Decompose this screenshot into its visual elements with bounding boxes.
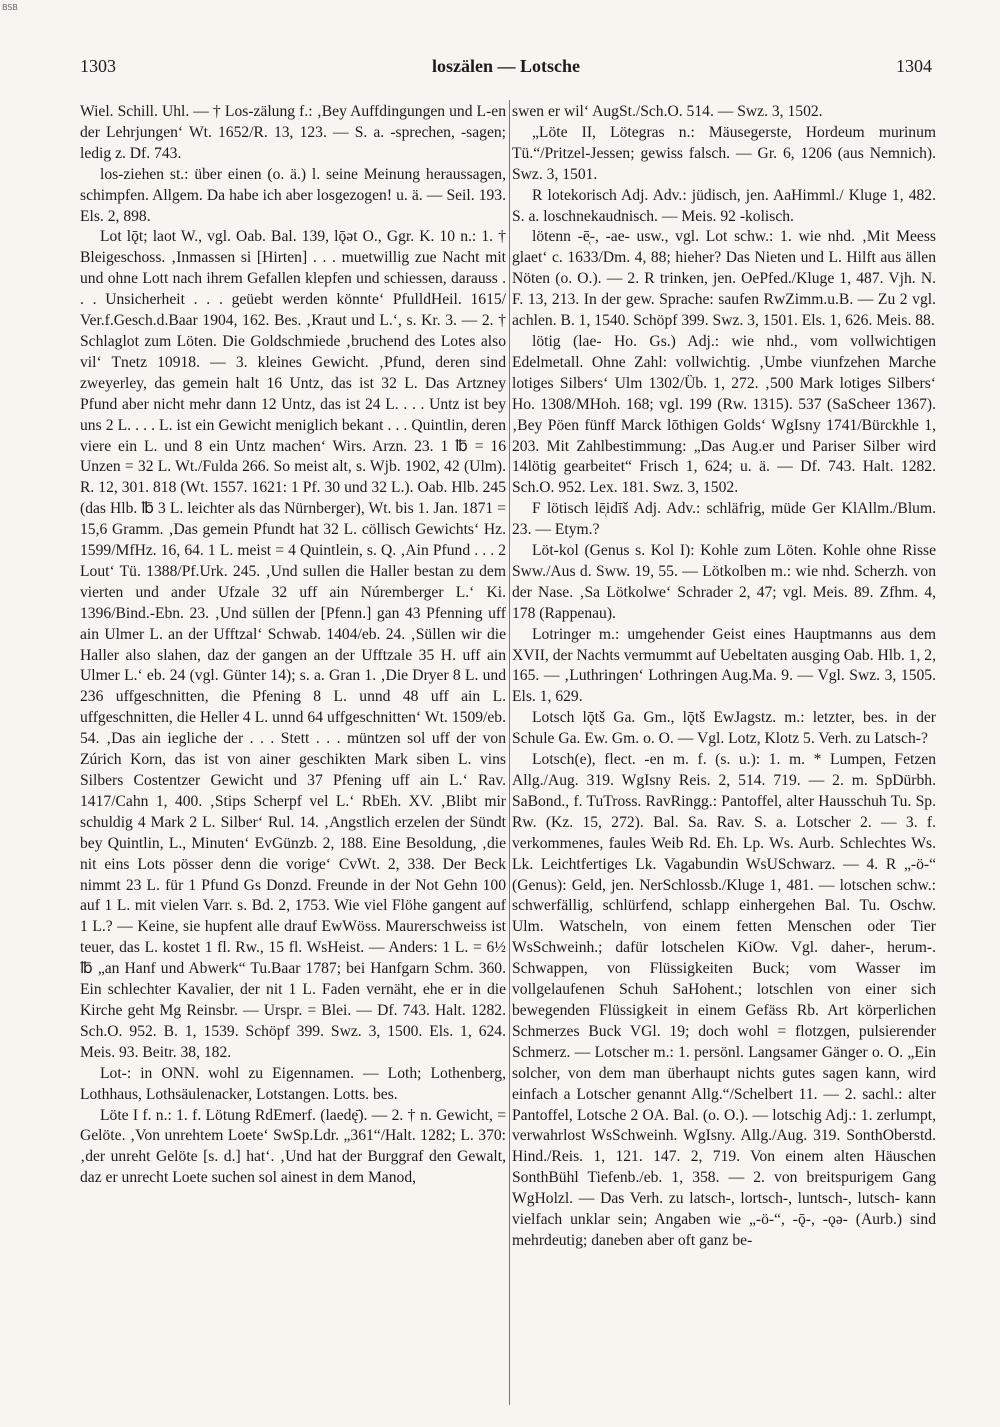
entry-paragraph: Löt-kol (Genus s. Kol I): Kohle zum Löten. Kohle ohne Risse Sww./Aus d. Sww. 19, 55. — Lötkolben m.: wie nhd. Scherzh. von der Nase. ‚Sa Lötkolwe‘ Schrader 2, 47; vgl. Meis. 89. Zfhm. 4, 178 (Rappenau). — [512, 542, 936, 622]
page-number-right: 1304 — [896, 56, 932, 76]
right-column — [512, 102, 936, 1422]
entry-paragraph: Lotsch lǭtš Ga. Gm., lǭtš EwJagstz. m.: letzter, bes. in der Schule Ga. Ew. Gm. o. O. — Vgl. Lotz, Klotz 5. Verh. zu Latsch-? — [512, 709, 936, 748]
entry-paragraph: lötenn -ē̜-, -ae- usw., vgl. Lot schw.: 1. wie nhd. ‚Mit Meess glaet‘ c. 1633/Dm. 4, 88; hieher? Das Nieten und L. Hilft aus ällen Nöten (o. O.). — 2. R trinken, jen. OePfed./Kluge 1, 487. Vjh. N. F. 13, 213. In der gew. Sprache: saufen RwZimm.u.B. — Zu 2 vgl. achlen. B. 1, 1540. Schöpf 399. Swz. 3, 1501. Els. 1, 626. Meis. 88. — [512, 228, 936, 330]
page-number-left: 1303 — [80, 56, 116, 76]
page-header — [80, 56, 932, 80]
entry-paragraph: R lotekorisch Adj. Adv.: jüdisch, jen. AaHimml./ Kluge 1, 482. S. a. loschnekaudnisch. — Meis. 92 -kolisch. — [512, 186, 936, 225]
entry-paragraph: swen er wil‘ AugSt./Sch.O. 514. — Swz. 3, 1502. — [512, 103, 823, 120]
entry-paragraph: lötig (lae- Ho. Gs.) Adj.: wie nhd., vom vollwichtigen Edelmetall. Ohne Zahl: vollwichtig. ‚Umbe viunfzehen Marche lotiges Silbers‘ Ulm 1302/Üb. 1, 272. ‚500 Mark lotiges Silbers‘ Ho. 1308/MHoh. 168; vgl. 199 (Rw. 1315). 537 (SaScheer 1367). ‚Bey Pöen fünff Marck lōthigen Golds‘ WgIsny 1741/Bürckhle 1, 203. Mit Zahlbestimmung: „Das Aug.er und Pariser Silber wird 14lötig gearbeitet“ Frisch 1, 624; u. ä. — Df. 743. Halt. 1282. Sch.O. 952. Lex. 181. Swz. 3, 1502. — [512, 332, 936, 497]
entry-paragraph: Löte I f. n.: 1. f. Lötung RdEmerf. (laedę̄). — 2. † n. Gewicht, = Gelöte. ‚Von unrehtem Loete‘ SwSp.Ldr. „361“/Halt. 1282; L. 370: ‚der unreht Gelöte [s. d.] hat‘. ‚Und hat der Burggraf den Gewalt, daz er unrecht Loete suchen sol ainest in dem Manod, — [80, 1106, 506, 1187]
column-divider — [509, 100, 510, 1405]
library-stamp: BSB — [2, 3, 18, 12]
entry-paragraph: Lotsch(e), flect. -en m. f. (s. u.): 1. m. * Lumpen, Fetzen Allg./Aug. 319. WgIsny Reis. 2, 514. 719. — 2. m. SpDürbh. SaBond., f. TuTross. RavRingg.: Pantoffel, alter Hausschuh Tu. Sp. Rw. (Kz. 15, 272). Bal. Sa. Rav. S. a. Lotscher 2. — 3. f. verkommenes, faules Weib Rd. Eh. Lp. Ws. Aurb. Schlechtes Ws. Lk. Leichtfertiges Lk. Vagabundin WsUSchwarz. — 4. R „-ö-“ (Genus): Geld, jen. NerSchlossb./Kluge 1, 481. — lotschen schw.: schwerfällig, schlürfend, schlapp einhergehen Bal. Tu. Oschw. Ulm. Watscheln, von einem fetten Menschen oder Tier WsSchweinh.; dafür lotschelen KiOw. Vgl. daher-, herum-. Schwappen, von Flüssigkeiten Buck; vom Wasser im vollgelaufenen Schuh SaHohent.; lotschlen von einer sich bewegenden Flüssigkeit in einem Gefäss Rb. Art körperlichen Schmerzes Buck VGl. 19; doch wohl = flotzgen, pulsierender Schmerz. — Lotscher m.: 1. persönl. Langsamer Gänger o. O. „Ein solcher, von dem man überhaupt nichts gutes sagen kann, wird einfach a Lotscher genannt Allg.“/Schelbert 11. — 2. sachl.: alter Pantoffel, Lotsche 2 OA. Bal. (o. O.). — lotschig Adj.: 1. zerlumpt, verwahrlost WsSchweinh. WgIsny. Allg./Aug. 319. SonthOberstd. Hind./Reis. 1, 121. 147. 2, 719. Von einem alten Häuschen SonthBühl Tiefenb./eb. 1, 358. — 2. von breitspurigem Gang WgHolzl. — Das Verh. zu latsch-, lortsch-, luntsch-, lutsch- kann vielfach unklar sein; Angaben wie „-ö-“, -ǭ-, -ǫǝ- (Aurb.) sind mehrdeutig; daneben aber oft ganz be- — [512, 751, 936, 1249]
entry-paragraph: F lötisch lē̜idīš Adj. Adv.: schläfrig, müde Ger KlAllm./Blum. 23. — Etym.? — [512, 500, 936, 539]
entry-paragraph: Lot lǭt; laot W., vgl. Oab. Bal. 139, lǭǝt O., Ggr. K. 10 n.: 1. † Bleigeschoss. ‚Inmassen si [Hirten] . . . muetwillig zue Nacht mit und ohne Lott nach ihrem Gefallen klepfen und schiessen, darauss . . . Unsicherheit . . . geüebt werden könnte‘ PfulldHeil. 1615/ Ver.f.Gesch.d.Baar 1904, 162. Bes. ‚Kraut und L.‘, s. Kr. 3. — 2. † Schlaglot zum Löten. Die Goldschmiede ‚bruchend des Lotes also vil‘ Tnetz 10918. — 3. kleines Gewicht. ‚Pfund, deren sind zweyerley, das gemein halt 16 Untz, das ist 32 L. Das Artzney Pfund aber nicht mehr dann 12 Untz, das ist 24 L. . . . Untz ist bey uns 2 L. . . . L. ist ein Gewicht meniglich bekant . . . Quintlin, deren viere ein L. und 8 ein Untz machen‘ Wirs. Arzn. 23. 1 ℔ = 16 Unzen = 32 L. Wt./Fulda 266. So meist alt, s. Wjb. 1902, 42 (Ulm). R. 12, 301. 818 (Wt. 1557. 1621: 1 Pf. 30 und 32 L.). Oab. Hlb. 245 (das Hlb. ℔ 3 L. leichter als das Nürnberger), Wt. bis 1. Jan. 1871 = 15,6 Gramm. ‚Das gemein Pfundt hat 32 L. cöllisch Gewichts‘ Hz. 1599/MfHz. 16, 64. 1 L. meist = 4 Quintlein, s. Q. ‚Ain Pfund . . . 2 Lout‘ Tü. 1388/Pf.Urk. 245. ‚Und sullen die Haller bestan zu dem vierten und ander Ufzale 32 uff ain Núremberger L.‘ Ki. 1396/Bind.-Ebn. 23. ‚Und süllen der [Pfenn.] gan 43 Pfenning uff ain Ulmer L. an der Ufftzal‘ Schwab. 1404/eb. 24. ‚Süllen wir die Haller also slahen, daz der gangen an der Ufftzale 35 H. uff ain Ulmer L.‘ eb. 24 (vgl. Günter 14); s. a. Gran 1. ‚Die Dryer 8 L. und 236 uffgeschnitten, die Pfening 8 L. unnd 48 uff ain L. uffgeschnitten, die Heller 4 L. unnd 64 uffgeschnitten‘ Wt. 1509/eb. 54. ‚Das ain iegliche der . . . Stett . . . müntzen sol uff der von Zúrich Korn, das ist von ainer geschikten Mark siben L. vins Silbers Costentzer Gewicht und 37 Pfening uff ain L.‘ Rav. 1417/Cahn 1, 400. ‚Stips Scherpf vel L.‘ RbEh. XV. ‚Blibt mir schuldig 4 Mark 2 L. Silber‘ Rul. 14. ‚Angstlich erzelen der Sündt bey Quintlin, L., Minuten‘ EvGünzb. 2, 188. Eine Besoldung, ‚die nit eins Lots pösser denn die vorige‘ CvWt. 2, 338. Der Beck nimmt 23 L. für 1 Pfund Gs Donzd. Freunde in der Not Gehn 100 auf 1 L. mit vielen Varr. s. Bd. 2, 1753. Wie viel Flöhe gangent auf 1 L.? — Keine, sie hupfent alle drauf EwWöss. Maurerschweiss ist teuer, das L. kostet 1 fl. Rw., 15 fl. WsHeist. — Anders: 1 L. = 6½ ℔ „an Hanf und Abwerk“ Tu.Baar 1787; bei Hanfgarn Schm. 360. Ein schlechter Kavalier, der nit 1 L. Faden vernäht, ehe er in die Kirche geht Mg Reinsbr. — Urspr. = Blei. — Df. 743. Halt. 1282. Sch.O. 952. B. 1, 1539. Schöpf 399. Swz. 3, 1500. Els. 1, 624. Meis. 93. Beitr. 38, 182. — [80, 228, 506, 1061]
entry-paragraph: los-ziehen st.: über einen (o. ä.) l. seine Meinung heraussagen, schimpfen. Allgem. Da habe ich aber losgezogen! u. ä. — Seil. 193. Els. 2, 898. — [80, 165, 506, 225]
entry-paragraph: Lot-: in ONN. wohl zu Eigennamen. — Loth; Lothenberg, Lothhaus, Lothsäulenacker, Lotstangen. Lotts. bes. — [80, 1064, 506, 1103]
entry-paragraph: Wiel. Schill. Uhl. — † Los-zälung f.: ‚Bey Auffdingungen und L-en der Lehrjungen‘ Wt. 1652/R. 13, 123. — S. a. -sprechen, -sagen; ledig z. Df. 743. — [80, 103, 506, 162]
entry-paragraph: Lotringer m.: umgehender Geist eines Hauptmanns aus dem XVII, der Nachts vermummt auf Uebeltaten ausging Oab. Hlb. 1, 2, 165. — ‚Luthringen‘ Lothringen Aug.Ma. 9. — Vgl. Swz. 3, 1505. Els. 1, 629. — [512, 625, 936, 706]
running-title: loszälen — Lotsche — [432, 56, 580, 76]
left-column — [80, 102, 506, 1422]
entry-paragraph: „Löte II, Lötegras n.: Mäusegerste, Hordeum murinum Tü.“/Pritzel-Jessen; gewiss falsch. — Gr. 6, 1206 (aus Nemnich). Swz. 3, 1501. — [512, 123, 936, 183]
